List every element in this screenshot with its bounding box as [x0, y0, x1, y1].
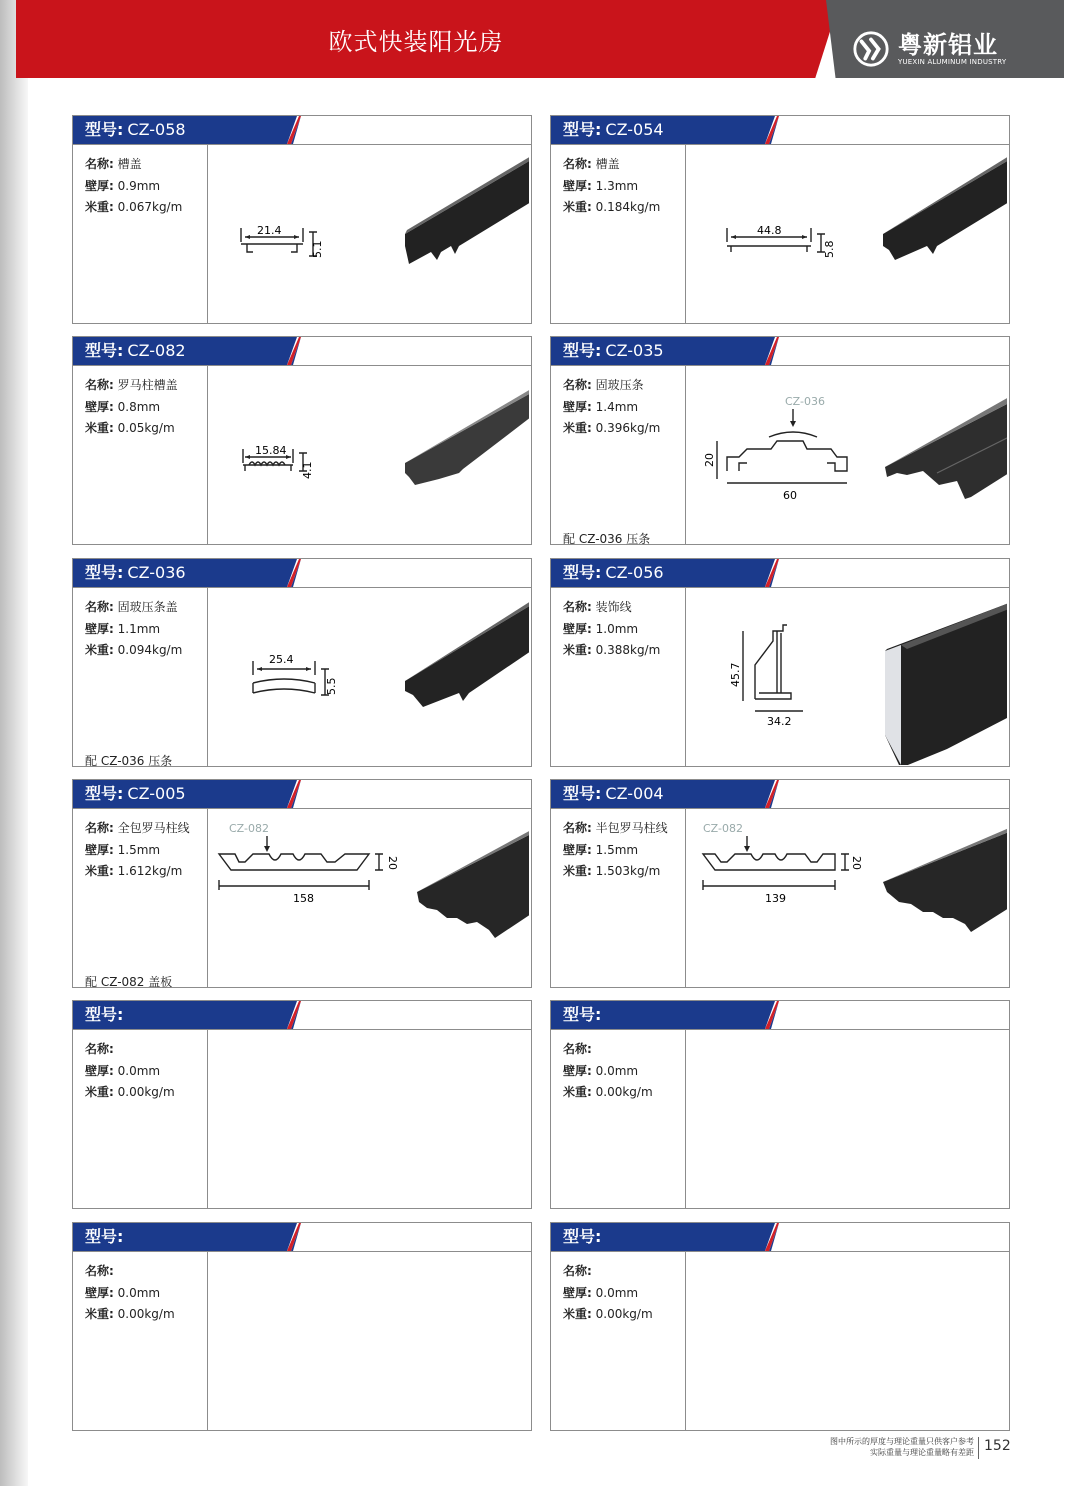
product-card — [72, 558, 532, 767]
header-stripe — [73, 1223, 531, 1251]
dim-width: 60 — [783, 489, 797, 502]
card-header-bar — [551, 1001, 1009, 1030]
spec-wall — [85, 177, 160, 194]
spec-weight-label: 米重: — [85, 1307, 114, 1321]
card-header-bar — [73, 780, 531, 809]
dim-height: 20 — [850, 856, 863, 870]
spec-name-label: 名称: — [85, 1264, 114, 1278]
column-divider — [685, 145, 686, 323]
spec-wall-value: 0.0mm — [117, 1286, 161, 1300]
spec-name-label: 名称: — [85, 1042, 114, 1056]
spec-weight-label: 米重: — [563, 1085, 592, 1099]
spec-name-value: 固玻压条 — [595, 378, 644, 392]
dim-height: 5.5 — [325, 677, 338, 695]
spec-weight — [563, 419, 660, 436]
spec-wall-label: 壁厚: — [563, 179, 592, 193]
dim-height: 5.8 — [823, 240, 836, 258]
card-header-bar — [551, 1223, 1009, 1252]
spec-weight-value: 0.184kg/m — [595, 200, 661, 214]
column-divider — [207, 1030, 208, 1208]
spec-wall-value: 0.0mm — [595, 1286, 639, 1300]
card-header-bar — [73, 559, 531, 588]
product-card — [72, 1222, 532, 1431]
dim-width: 21.4 — [257, 224, 282, 237]
profile-drawing — [209, 810, 529, 990]
model-number: CZ-058 — [127, 120, 186, 139]
spec-weight — [563, 1083, 653, 1100]
spec-name-label: 名称: — [563, 821, 592, 835]
profile-drawing — [209, 367, 529, 547]
product-card — [72, 1000, 532, 1209]
product-card — [550, 1222, 1010, 1431]
product-card — [550, 558, 1010, 767]
spec-wall-label: 壁厚: — [563, 400, 592, 414]
spec-weight-label: 米重: — [85, 421, 114, 435]
card-header-bar — [73, 337, 531, 366]
header-stripe — [73, 1001, 531, 1029]
model-label: 型号: — [85, 1227, 124, 1246]
spec-name — [85, 376, 178, 393]
spec-name-label: 名称: — [563, 1042, 592, 1056]
model-number: CZ-082 — [127, 341, 186, 360]
spec-wall-value: 1.1mm — [117, 622, 161, 636]
spec-name-label: 名称: — [85, 821, 114, 835]
model-label: 型号: — [563, 341, 602, 360]
spec-wall-label: 壁厚: — [85, 179, 114, 193]
spec-wall-label: 壁厚: — [563, 1286, 592, 1300]
ref-profile-label: CZ-082 — [229, 822, 269, 835]
model-label: 型号: — [563, 784, 602, 803]
footer-line-2: 实际重量与理论重量略有差距 — [870, 1448, 974, 1457]
spec-weight — [85, 419, 175, 436]
spec-weight-label: 米重: — [563, 864, 592, 878]
spec-weight-label: 米重: — [563, 421, 592, 435]
model-number: CZ-036 — [127, 563, 186, 582]
model-title — [563, 116, 664, 144]
dim-width: 15.84 — [255, 444, 287, 457]
dim-width: 44.8 — [757, 224, 782, 237]
spec-wall — [85, 398, 160, 415]
model-title — [85, 559, 186, 587]
model-label: 型号: — [85, 784, 124, 803]
model-title — [563, 337, 664, 365]
profile-drawing — [687, 146, 1007, 326]
model-title — [85, 116, 186, 144]
spec-weight-label: 米重: — [85, 1085, 114, 1099]
spec-weight-value: 0.388kg/m — [595, 643, 661, 657]
spec-wall-label: 壁厚: — [85, 1064, 114, 1078]
dim-width: 158 — [293, 892, 314, 905]
dim-height: 45.7 — [729, 662, 742, 687]
spec-name-label: 名称: — [563, 1264, 592, 1278]
card-header-bar — [551, 337, 1009, 366]
spec-name — [563, 819, 668, 836]
spec-wall-value: 0.8mm — [117, 400, 161, 414]
spec-weight-value: 0.05kg/m — [117, 421, 175, 435]
model-label: 型号: — [563, 1005, 602, 1024]
spec-name — [563, 1262, 592, 1279]
product-card — [550, 115, 1010, 324]
spec-wall — [85, 841, 160, 858]
column-divider — [207, 588, 208, 766]
column-divider — [685, 588, 686, 766]
model-title — [563, 559, 664, 587]
spec-name-value: 全包罗马柱线 — [117, 821, 190, 835]
profile-drawing — [687, 367, 1007, 547]
footer-line-1: 图中所示的厚度与理论重量只供客户参考 — [830, 1437, 974, 1446]
spec-weight — [85, 862, 182, 879]
spec-name — [563, 376, 644, 393]
spec-name — [563, 598, 632, 615]
spec-weight — [563, 1305, 653, 1322]
spec-wall-value: 0.9mm — [117, 179, 161, 193]
pairing-note: 配 CZ-036 压条 — [85, 754, 173, 768]
spec-wall-label: 壁厚: — [85, 622, 114, 636]
spec-wall-value: 0.0mm — [595, 1064, 639, 1078]
dim-height: 5.1 — [311, 240, 324, 258]
spec-weight — [85, 1083, 175, 1100]
model-title — [85, 337, 186, 365]
ref-profile-label: CZ-036 — [785, 395, 825, 408]
spec-wall — [563, 1284, 638, 1301]
card-header-bar — [73, 1223, 531, 1252]
spec-wall-value: 0.0mm — [117, 1064, 161, 1078]
model-label: 型号: — [563, 120, 602, 139]
pairing-note: 配 CZ-082 盖板 — [85, 975, 173, 989]
spec-wall-value: 1.4mm — [595, 400, 639, 414]
spec-name — [85, 155, 142, 172]
spec-wall-value: 1.5mm — [595, 843, 639, 857]
model-number: CZ-005 — [127, 784, 186, 803]
spec-weight — [563, 198, 660, 215]
spec-weight-value: 0.00kg/m — [595, 1085, 653, 1099]
model-title — [85, 1223, 127, 1251]
spec-name — [85, 1262, 114, 1279]
model-title — [563, 780, 664, 808]
spec-name-label: 名称: — [563, 378, 592, 392]
spec-name — [85, 598, 178, 615]
spec-weight-value: 0.067kg/m — [117, 200, 183, 214]
spec-weight-value: 1.612kg/m — [117, 864, 183, 878]
model-label: 型号: — [563, 1227, 602, 1246]
spec-wall-label: 壁厚: — [85, 400, 114, 414]
column-divider — [685, 1030, 686, 1208]
spec-name-label: 名称: — [85, 600, 114, 614]
column-divider — [685, 809, 686, 987]
model-title — [563, 1001, 605, 1029]
dim-width: 139 — [765, 892, 786, 905]
profile-drawing — [209, 146, 529, 326]
product-card — [72, 779, 532, 988]
spec-name-value: 固玻压条盖 — [117, 600, 178, 614]
spec-wall-value: 1.5mm — [117, 843, 161, 857]
spec-wall — [563, 177, 638, 194]
spec-name-label: 名称: — [85, 378, 114, 392]
model-number: CZ-054 — [605, 120, 664, 139]
spec-wall — [563, 620, 638, 637]
spec-name-value: 槽盖 — [595, 157, 620, 171]
spec-wall — [563, 841, 638, 858]
model-number: CZ-004 — [605, 784, 664, 803]
spec-wall-label: 壁厚: — [563, 843, 592, 857]
spec-weight-label: 米重: — [563, 643, 592, 657]
spec-wall-label: 壁厚: — [85, 843, 114, 857]
model-label: 型号: — [85, 1005, 124, 1024]
spec-weight-value: 0.396kg/m — [595, 421, 661, 435]
spec-wall — [85, 1284, 160, 1301]
spec-weight-value: 0.00kg/m — [117, 1085, 175, 1099]
brand-logo-block — [852, 30, 1006, 68]
dim-width: 34.2 — [767, 715, 792, 728]
spec-weight-label: 米重: — [85, 643, 114, 657]
spec-weight-value: 0.00kg/m — [595, 1307, 653, 1321]
spec-weight — [85, 641, 182, 658]
column-divider — [207, 809, 208, 987]
spec-name-label: 名称: — [563, 157, 592, 171]
column-divider — [685, 1252, 686, 1430]
spec-name — [563, 155, 620, 172]
column-divider — [207, 366, 208, 544]
page-number: 152 — [984, 1438, 1011, 1454]
spec-weight — [85, 198, 182, 215]
model-title — [563, 1223, 605, 1251]
spec-wall-label: 壁厚: — [85, 1286, 114, 1300]
model-number: CZ-056 — [605, 563, 664, 582]
model-title — [85, 780, 186, 808]
card-header-bar — [551, 780, 1009, 809]
spec-weight-label: 米重: — [563, 1307, 592, 1321]
spec-wall — [85, 1062, 160, 1079]
spec-weight — [85, 1305, 175, 1322]
model-label: 型号: — [85, 120, 124, 139]
spec-name-value: 罗马柱槽盖 — [117, 378, 178, 392]
column-divider — [207, 1252, 208, 1430]
model-label: 型号: — [85, 341, 124, 360]
header-stripe — [551, 1223, 1009, 1251]
brand-name: 粤新铝业 — [898, 30, 998, 59]
footer-divider — [978, 1437, 979, 1459]
model-label: 型号: — [85, 563, 124, 582]
product-card — [550, 779, 1010, 988]
spec-wall-value: 1.3mm — [595, 179, 639, 193]
spec-wall-label: 壁厚: — [563, 1064, 592, 1078]
spec-wall — [85, 620, 160, 637]
card-header-bar — [551, 559, 1009, 588]
model-title — [85, 1001, 127, 1029]
spec-wall — [563, 398, 638, 415]
dim-width: 25.4 — [269, 653, 294, 666]
card-header-bar — [551, 116, 1009, 145]
spec-name-label: 名称: — [563, 600, 592, 614]
product-card — [72, 115, 532, 324]
spec-name-label: 名称: — [85, 157, 114, 171]
spec-weight-label: 米重: — [563, 200, 592, 214]
ref-profile-label: CZ-082 — [703, 822, 743, 835]
dim-height: 4.1 — [301, 461, 314, 479]
spec-name — [85, 1040, 114, 1057]
spec-weight — [563, 862, 660, 879]
spec-weight-value: 0.094kg/m — [117, 643, 183, 657]
pairing-note: 配 CZ-036 压条 — [563, 532, 651, 546]
column-divider — [207, 145, 208, 323]
spec-name-value: 装饰线 — [595, 600, 632, 614]
profile-drawing — [687, 589, 1007, 769]
footer-disclaimer — [760, 1436, 974, 1458]
spec-weight-label: 米重: — [85, 200, 114, 214]
spec-weight-label: 米重: — [85, 864, 114, 878]
spec-wall — [563, 1062, 638, 1079]
model-number: CZ-035 — [605, 341, 664, 360]
profile-drawing — [687, 810, 1007, 990]
spec-name-value: 槽盖 — [117, 157, 142, 171]
card-header-bar — [73, 116, 531, 145]
product-card — [72, 336, 532, 545]
page-title: 欧式快装阳光房 — [328, 27, 504, 56]
brand-subtitle: YUEXIN ALUMINUM INDUSTRY — [898, 57, 1007, 66]
spec-weight-value: 1.503kg/m — [595, 864, 661, 878]
spec-weight-value: 0.00kg/m — [117, 1307, 175, 1321]
spec-name-value: 半包罗马柱线 — [595, 821, 668, 835]
product-card — [550, 1000, 1010, 1209]
dim-height: 20 — [386, 856, 399, 870]
brand-logo-icon — [852, 30, 890, 68]
spec-weight — [563, 641, 660, 658]
spec-wall-value: 1.0mm — [595, 622, 639, 636]
card-header-bar — [73, 1001, 531, 1030]
profile-drawing — [209, 589, 529, 769]
spec-wall-label: 壁厚: — [563, 622, 592, 636]
spec-name — [563, 1040, 592, 1057]
product-card — [550, 336, 1010, 545]
dim-height: 20 — [703, 453, 716, 467]
header-stripe — [551, 1001, 1009, 1029]
model-label: 型号: — [563, 563, 602, 582]
page-edge-shadow — [0, 0, 28, 1486]
spec-name — [85, 819, 190, 836]
column-divider — [685, 366, 686, 544]
